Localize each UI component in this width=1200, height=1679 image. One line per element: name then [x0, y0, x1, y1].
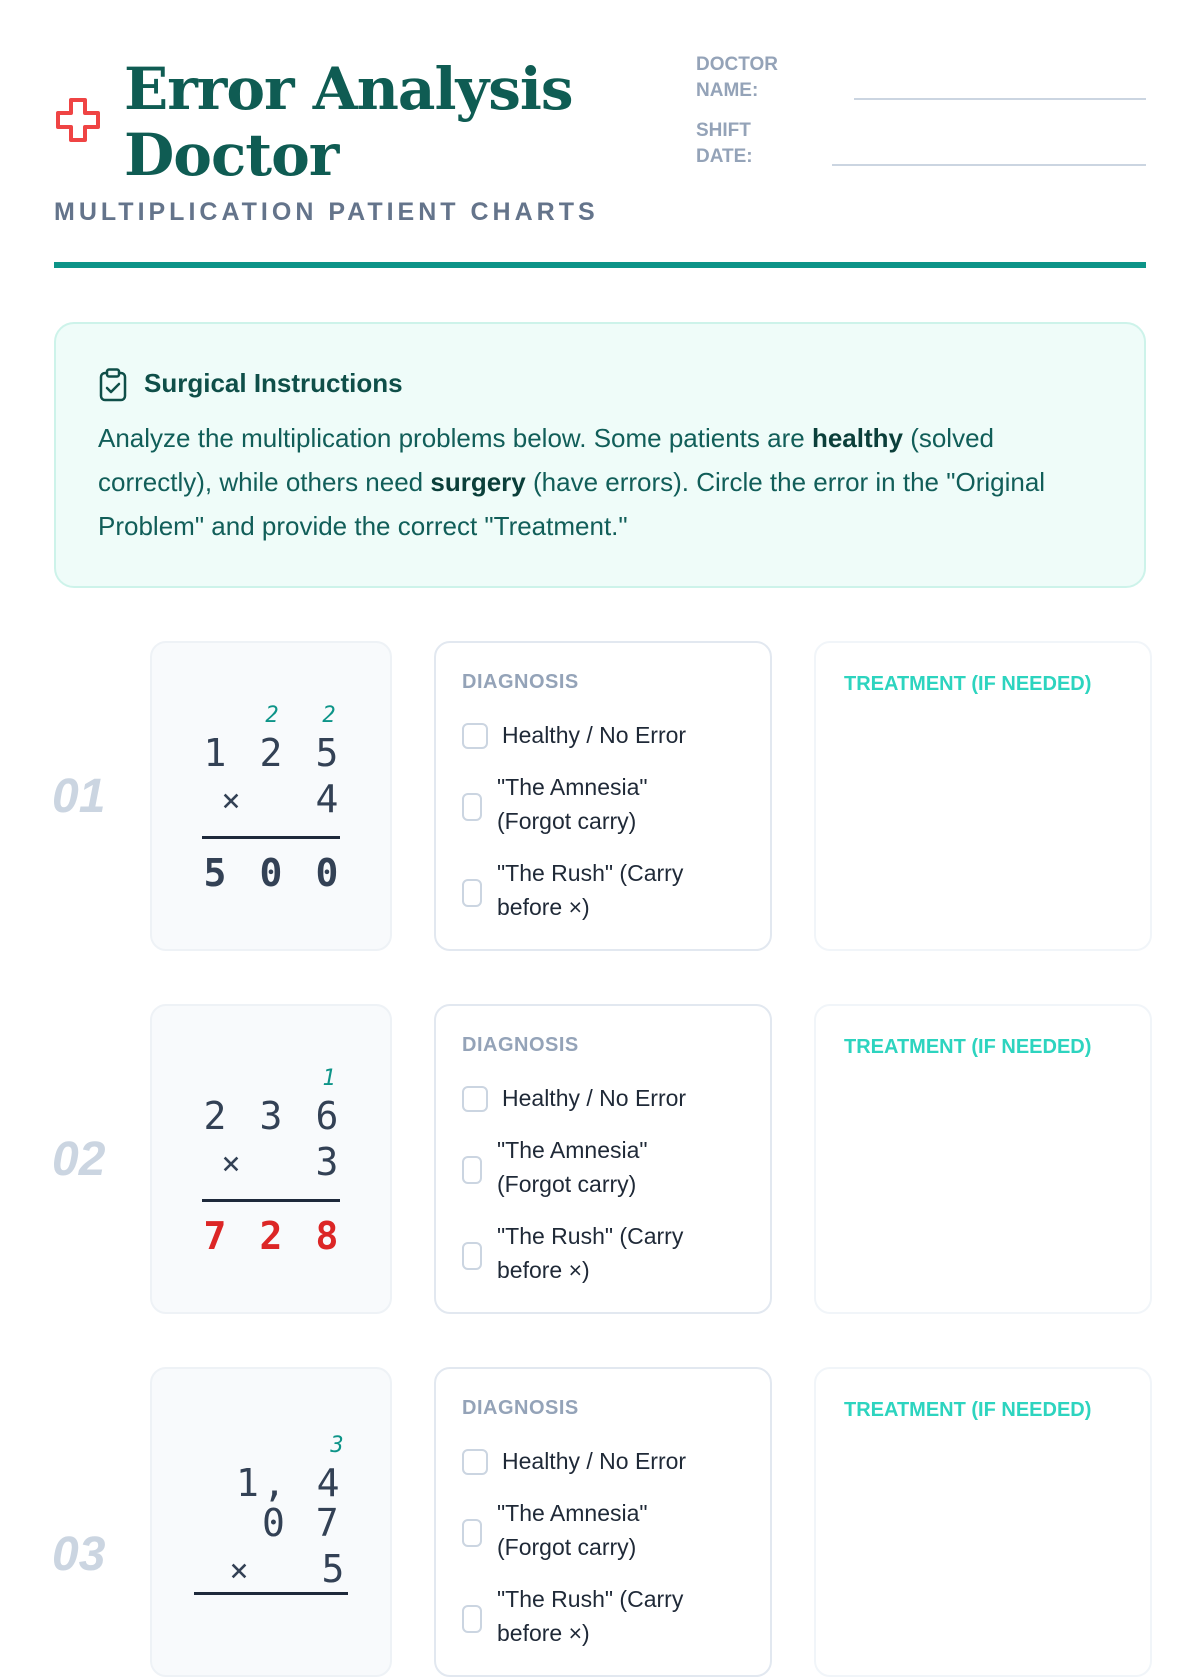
diagnosis-panel: DIAGNOSIS Healthy / No Error "The Amnesia" (Forgot carry) "The Rush" (Carry before ×) — [434, 1367, 772, 1677]
answer-digit: 0 — [259, 851, 283, 895]
carry-digit: 2 — [322, 703, 336, 728]
diagnosis-panel: DIAGNOSIS Healthy / No Error "The Amnesia" (Forgot carry) "The Rush" (Carry before ×) — [434, 1004, 772, 1314]
shift-date-label: SHIFT DATE: — [696, 120, 753, 167]
medical-cross-icon — [54, 96, 102, 144]
answer-line — [194, 1592, 348, 1595]
answer-line — [202, 836, 340, 839]
checkbox[interactable] — [462, 723, 488, 749]
answer-digit: 0 — [315, 851, 339, 895]
checkbox[interactable] — [462, 1449, 488, 1475]
multiplier-digit: 5 — [321, 1547, 345, 1591]
problem-number: 03 — [52, 1528, 106, 1581]
carry-digit: 3 — [330, 1433, 344, 1458]
treatment-area[interactable] — [814, 1004, 1152, 1314]
multiplier-digit: 3 — [315, 1140, 339, 1184]
instructions-text: Analyze the multiplication problems below. Some patients are healthy (solved correctly), while others need surgery (have errors). Circle the error in the "Original Problem" and provide the correct "Treatment." — [98, 423, 1046, 541]
times-sign: × — [221, 1144, 241, 1182]
diagnosis-title: DIAGNOSIS — [462, 671, 579, 693]
diagnosis-panel: DIAGNOSIS Healthy / No Error "The Amnesia" (Forgot carry) "The Rush" (Carry before ×) — [434, 641, 772, 951]
instructions-title: Surgical Instructions — [144, 368, 403, 398]
treatment-title: TREATMENT (IF NEEDED) — [844, 1036, 1092, 1058]
checkbox[interactable] — [462, 1242, 482, 1270]
checkbox[interactable] — [462, 1605, 482, 1633]
problem-number: 01 — [52, 770, 106, 823]
times-sign: × — [221, 781, 241, 819]
checkbox[interactable] — [462, 793, 482, 821]
checkbox[interactable] — [462, 1086, 488, 1112]
treatment-title: TREATMENT (IF NEEDED) — [844, 1399, 1092, 1421]
diagnosis-title: DIAGNOSIS — [462, 1397, 579, 1419]
multiplicand-digit: 6 — [315, 1094, 339, 1138]
multiplicand-digit: 5 — [315, 731, 339, 775]
shift-date-field[interactable] — [832, 164, 1146, 166]
treatment-title: TREATMENT (IF NEEDED) — [844, 673, 1092, 695]
doctor-name-label: DOCTOR NAME: — [696, 54, 778, 101]
checkbox[interactable] — [462, 879, 482, 907]
treatment-area[interactable] — [814, 641, 1152, 951]
doctor-name-field[interactable] — [854, 98, 1146, 100]
multiplicand-digit: 2 — [203, 1094, 227, 1138]
diagnosis-title: DIAGNOSIS — [462, 1034, 579, 1056]
carry-digit: 1 — [322, 1066, 336, 1091]
patient-row-01 — [0, 641, 1200, 953]
multiplicand-line-2: 0 7 — [262, 1501, 343, 1545]
answer-line — [202, 1199, 340, 1202]
carry-digit: 2 — [265, 703, 279, 728]
multiplicand-digit: 3 — [259, 1094, 283, 1138]
instructions-panel — [54, 322, 1146, 588]
header — [54, 52, 1146, 268]
checkbox[interactable] — [462, 1156, 482, 1184]
checkbox[interactable] — [462, 1519, 482, 1547]
patient-row-03 — [0, 1367, 1200, 1679]
page-title: Error Analysis Doctor — [124, 55, 573, 189]
original-problem[interactable] — [150, 1004, 392, 1314]
answer-digit: 2 — [259, 1214, 283, 1258]
page-subtitle: MULTIPLICATION PATIENT CHARTS — [54, 198, 599, 226]
answer-digit: 7 — [203, 1214, 227, 1258]
treatment-area[interactable] — [814, 1367, 1152, 1677]
header-divider — [54, 262, 1146, 268]
answer-digit: 5 — [203, 851, 227, 895]
multiplicand-line-1: 1, 4 — [236, 1461, 344, 1505]
problem-number: 02 — [52, 1133, 106, 1186]
multiplicand-digit: 2 — [259, 731, 283, 775]
clipboard-check-icon — [98, 368, 128, 402]
times-sign: × — [229, 1551, 249, 1589]
multiplier-digit: 4 — [315, 777, 339, 821]
answer-digit: 8 — [315, 1214, 339, 1258]
multiplicand-digit: 1 — [203, 731, 227, 775]
original-problem[interactable] — [150, 1367, 392, 1677]
patient-row-02 — [0, 1004, 1200, 1316]
original-problem[interactable] — [150, 641, 392, 951]
